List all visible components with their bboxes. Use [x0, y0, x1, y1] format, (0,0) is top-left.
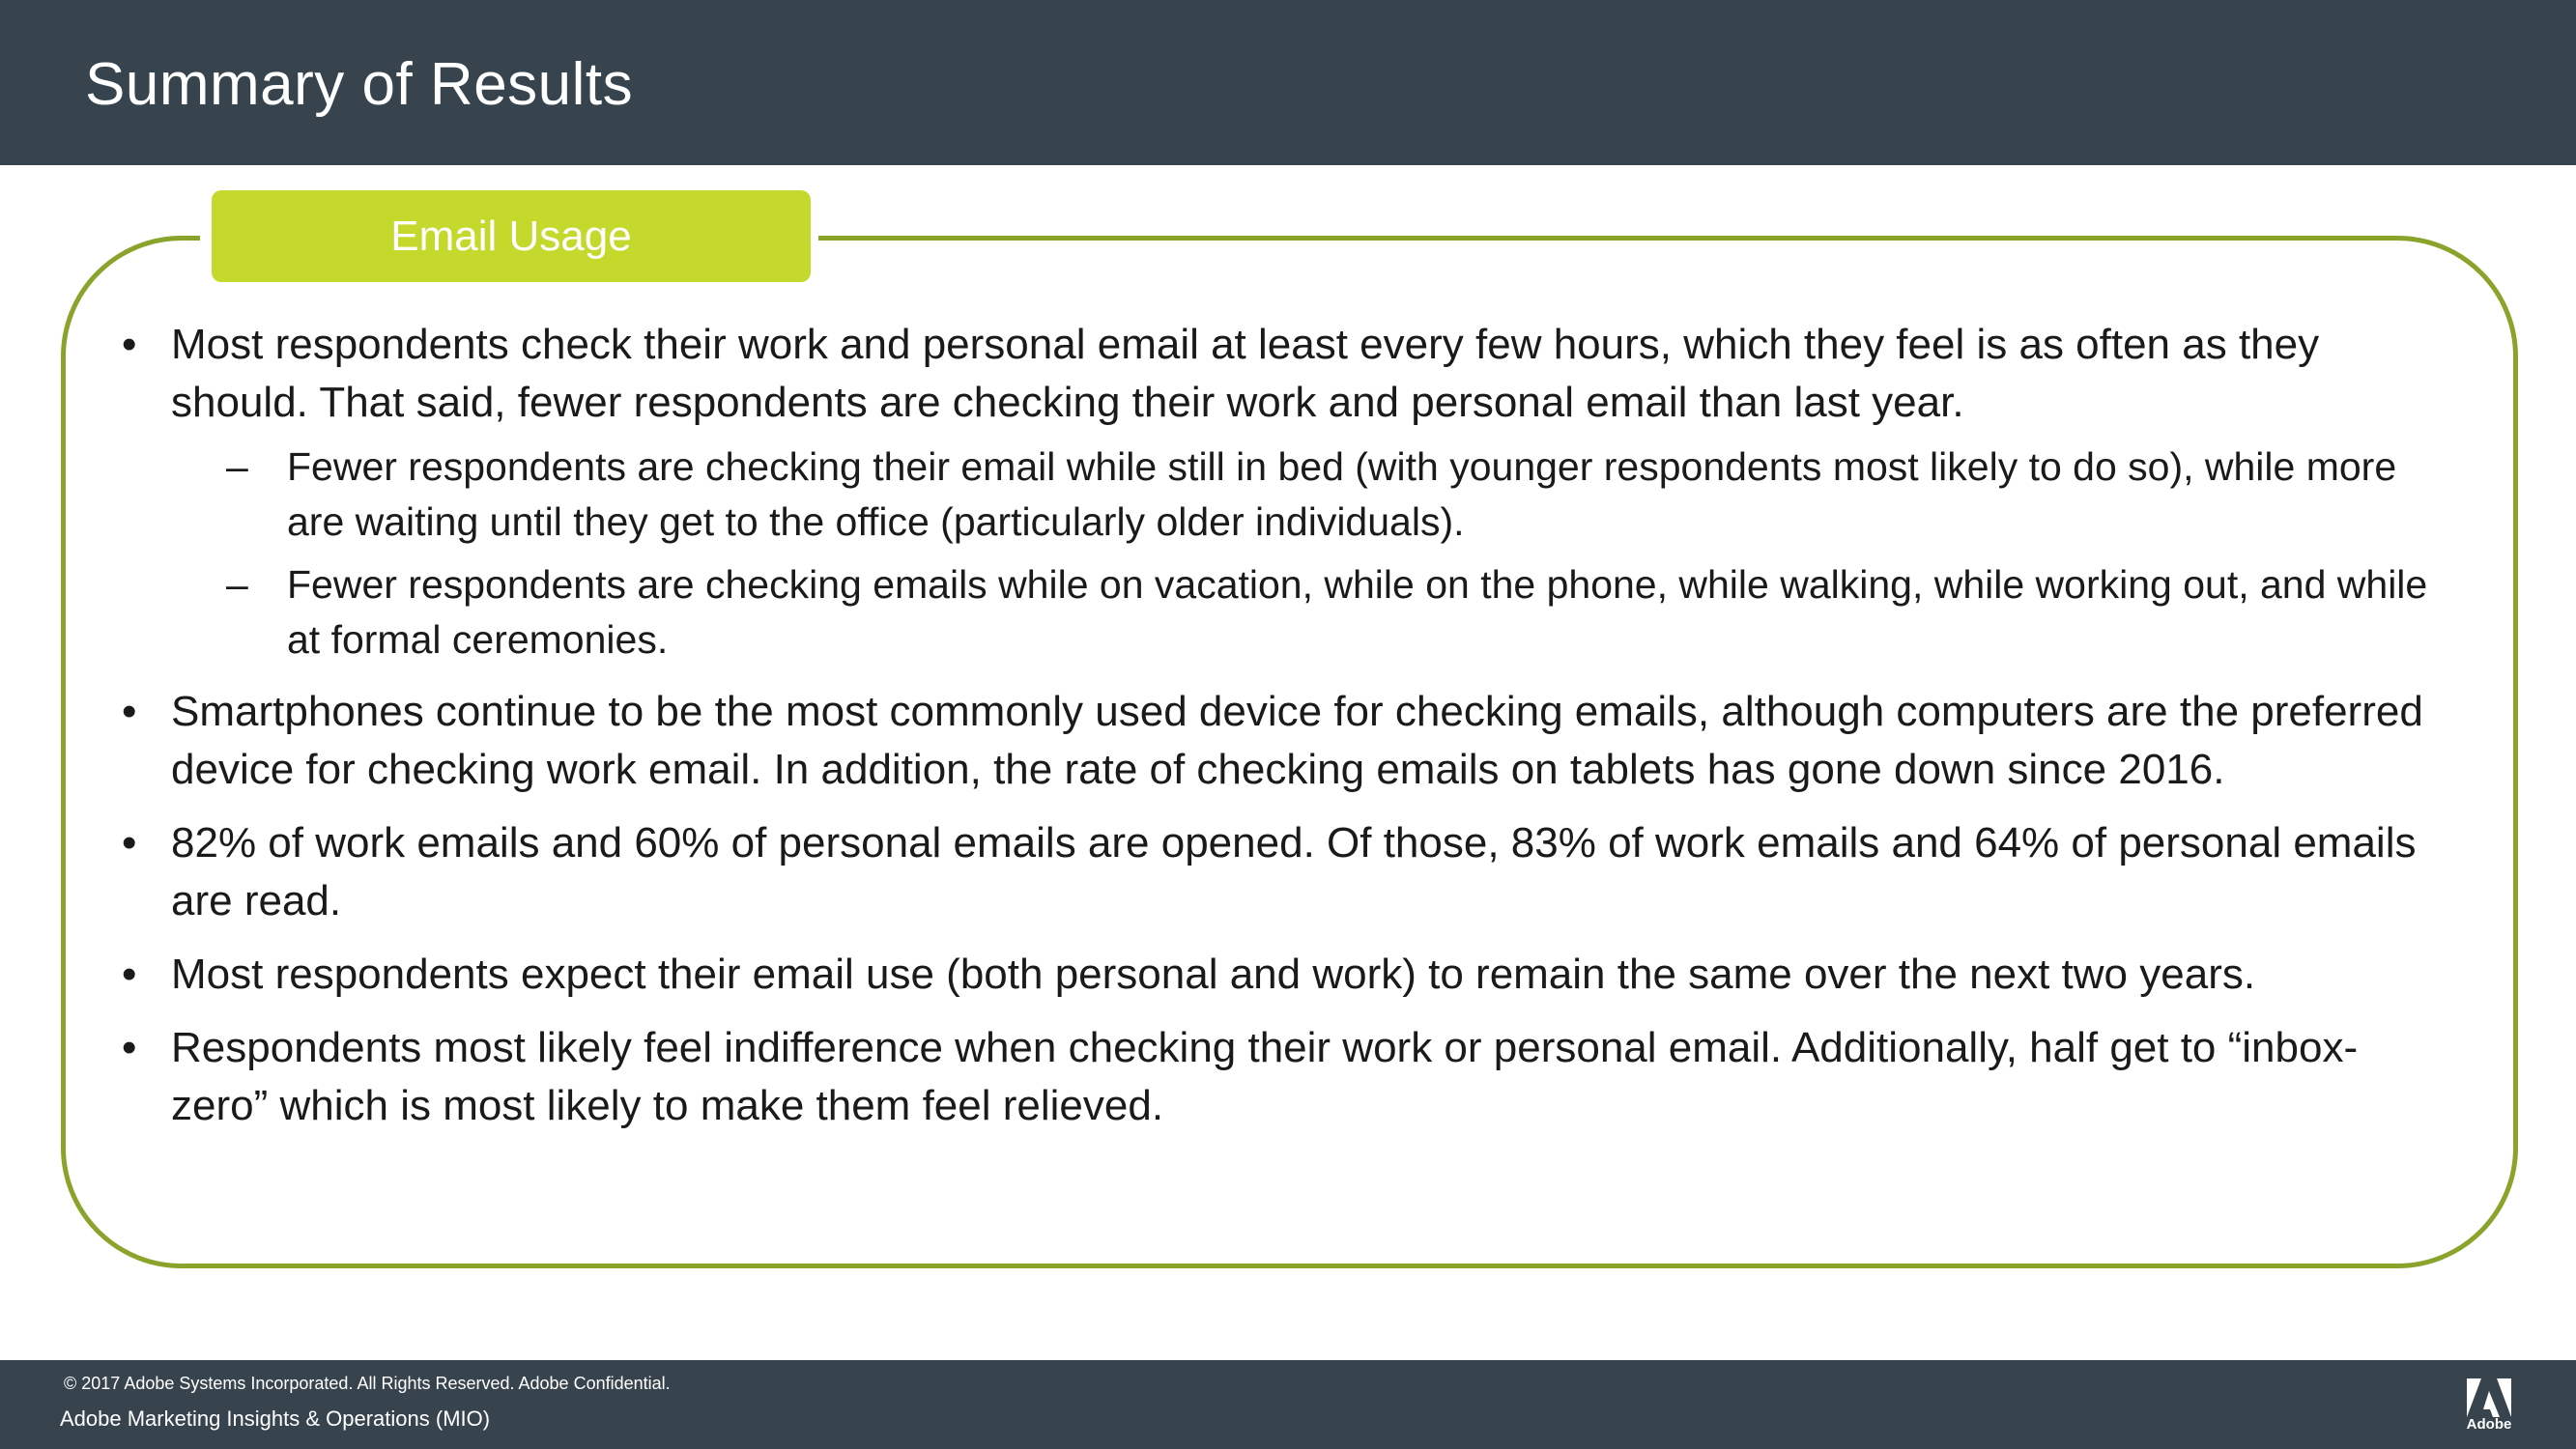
sub-bullet-item [171, 557, 2435, 668]
bullet-item [116, 946, 2435, 1004]
adobe-wordmark: Adobe [2466, 1416, 2512, 1433]
sub-bullet-marker: – [226, 444, 248, 489]
bullet-text: Most respondents check their work and personal email at least every few hours, which they feel is as often as they should. That said, fewer respondents are checking their work and personal email than last year. [171, 321, 2320, 426]
sub-bullet-marker: – [226, 562, 248, 607]
sub-bullet-list [171, 440, 2435, 668]
sub-bullet-item [171, 440, 2435, 550]
bullet-text: Smartphones continue to be the most commonly used device for checking emails, although computers are the preferred device for checking work email. In addition, the rate of checking emails on tablets has gone down since 2016. [171, 688, 2423, 793]
header-bar [0, 0, 2576, 165]
sub-bullet-text: Fewer respondents are checking emails while on vacation, while on the phone, while walking, while working out, and while at formal ceremonies. [287, 562, 2428, 662]
bullet-text: 82% of work emails and 60% of personal emails are opened. Of those, 83% of work emails and 64% of personal emails are read. [171, 819, 2417, 924]
page-title: Summary of Results [85, 51, 634, 118]
section-tab-label: Email Usage [212, 190, 811, 282]
bullet-marker: • [122, 321, 137, 368]
adobe-logo-mark [2467, 1378, 2511, 1417]
bullet-item [116, 683, 2435, 799]
bullet-list [116, 316, 2435, 1151]
bullet-marker: • [122, 688, 137, 735]
bullet-item [116, 814, 2435, 930]
bullet-marker: • [122, 819, 137, 867]
sub-bullet-text: Fewer respondents are checking their email while still in bed (with younger respondents most likely to do so), while more are waiting until they get to the office (particularly older individuals). [287, 444, 2397, 544]
footer-copyright: © 2017 Adobe Systems Incorporated. All Rights Reserved. Adobe Confidential. [64, 1374, 671, 1393]
bullet-item [116, 316, 2435, 668]
bullet-item [116, 1019, 2435, 1135]
bullet-text: Respondents most likely feel indifference when checking their work or personal email. Additionally, half get to “inbox-zero” which is most likely to make them feel relieved. [171, 1024, 2359, 1129]
bullet-text: Most respondents expect their email use (both personal and work) to remain the same over the next two years. [171, 951, 2256, 998]
bullet-marker: • [122, 1024, 137, 1071]
footer-department: Adobe Marketing Insights & Operations (MIO) [60, 1406, 491, 1431]
bullet-marker: • [122, 951, 137, 998]
